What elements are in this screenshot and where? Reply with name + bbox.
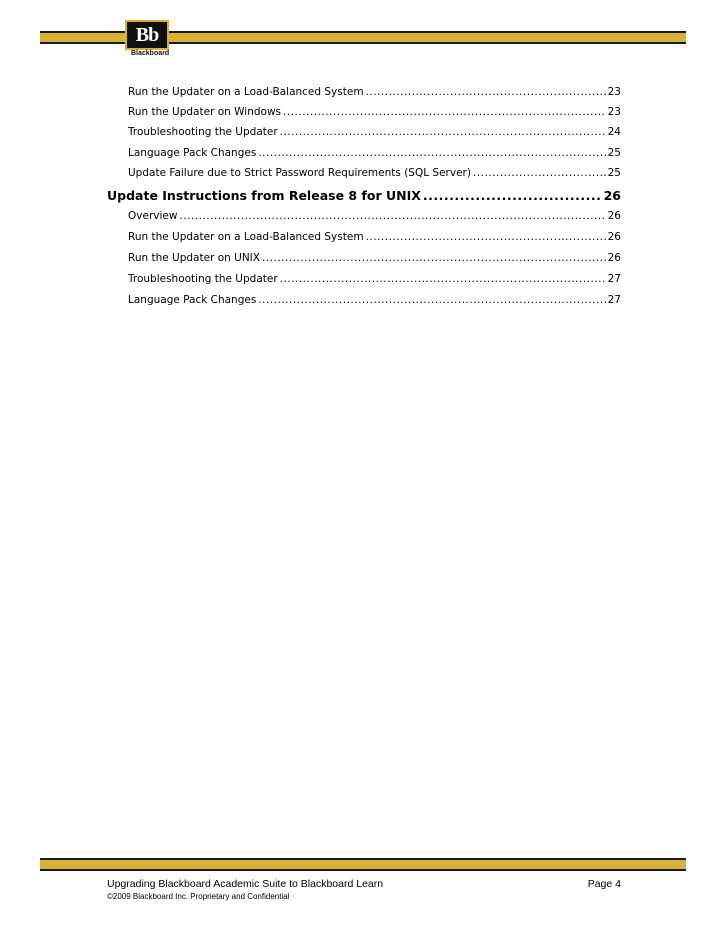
toc-entry-title: Run the Updater on a Load-Balanced System bbox=[128, 86, 364, 98]
toc-entry[interactable] bbox=[128, 106, 621, 122]
toc-leader-dots bbox=[423, 188, 602, 203]
blackboard-logo bbox=[125, 20, 169, 60]
toc-entry-title: Troubleshooting the Updater bbox=[128, 273, 278, 285]
toc-leader-dots bbox=[366, 231, 606, 243]
toc-entry-page: 27 bbox=[607, 273, 621, 285]
logo-mark: Bb bbox=[125, 20, 169, 50]
toc-entry[interactable] bbox=[128, 231, 621, 247]
toc-entry-page: 26 bbox=[603, 188, 621, 203]
toc-entry[interactable] bbox=[128, 147, 621, 163]
toc-leader-dots bbox=[262, 252, 606, 264]
toc-entry-title: Run the Updater on UNIX bbox=[128, 252, 260, 264]
toc-leader-dots bbox=[283, 106, 606, 118]
logo-wordmark: Blackboard bbox=[131, 50, 170, 57]
toc-entry-page: 25 bbox=[607, 147, 621, 159]
footer-document-title: Upgrading Blackboard Academic Suite to Blackboard Learn bbox=[107, 878, 384, 890]
toc-entry-title: Overview bbox=[128, 210, 178, 222]
footer-copyright: ©2009 Blackboard Inc. Proprietary and Confidential bbox=[107, 892, 290, 901]
toc-leader-dots bbox=[280, 126, 606, 138]
toc-entry[interactable] bbox=[128, 86, 621, 102]
toc-entry-page: 27 bbox=[607, 294, 621, 306]
toc-entry-page: 25 bbox=[607, 167, 621, 179]
toc-entry-page: 23 bbox=[607, 106, 621, 118]
toc-entry[interactable] bbox=[128, 252, 621, 268]
toc-entry[interactable] bbox=[128, 273, 621, 289]
toc-section-entry[interactable] bbox=[107, 188, 621, 206]
toc-entry-page: 26 bbox=[607, 252, 621, 264]
toc-entry-page: 24 bbox=[607, 126, 621, 138]
toc-leader-dots bbox=[258, 147, 605, 159]
toc-entry-page: 26 bbox=[607, 210, 621, 222]
toc-entry[interactable] bbox=[128, 210, 621, 226]
toc-entry-title: Language Pack Changes bbox=[128, 294, 257, 306]
toc-entry-page: 23 bbox=[607, 86, 621, 98]
toc-entry[interactable] bbox=[128, 167, 621, 183]
toc-entry-title: Troubleshooting the Updater bbox=[128, 126, 278, 138]
toc-leader-dots bbox=[473, 167, 606, 179]
toc-leader-dots bbox=[179, 210, 605, 222]
footer-page-number: Page 4 bbox=[587, 878, 621, 890]
toc-entry-title: Run the Updater on Windows bbox=[128, 106, 282, 118]
toc-entry-title: Language Pack Changes bbox=[128, 147, 257, 159]
toc-entry-title: Update Failure due to Strict Password Requirements (SQL Server) bbox=[128, 167, 471, 179]
footer-gold-band bbox=[40, 860, 686, 869]
footer-rule-bottom bbox=[40, 869, 686, 871]
toc-leader-dots bbox=[280, 273, 606, 285]
toc-entry[interactable] bbox=[128, 126, 621, 142]
toc-entry[interactable] bbox=[128, 294, 621, 310]
toc-leader-dots bbox=[258, 294, 605, 306]
toc-entry-title: Update Instructions from Release 8 for UNIX bbox=[107, 188, 421, 203]
toc-entry-page: 26 bbox=[607, 231, 621, 243]
toc-entry-title: Run the Updater on a Load-Balanced System bbox=[128, 231, 364, 243]
toc-leader-dots bbox=[366, 86, 606, 98]
